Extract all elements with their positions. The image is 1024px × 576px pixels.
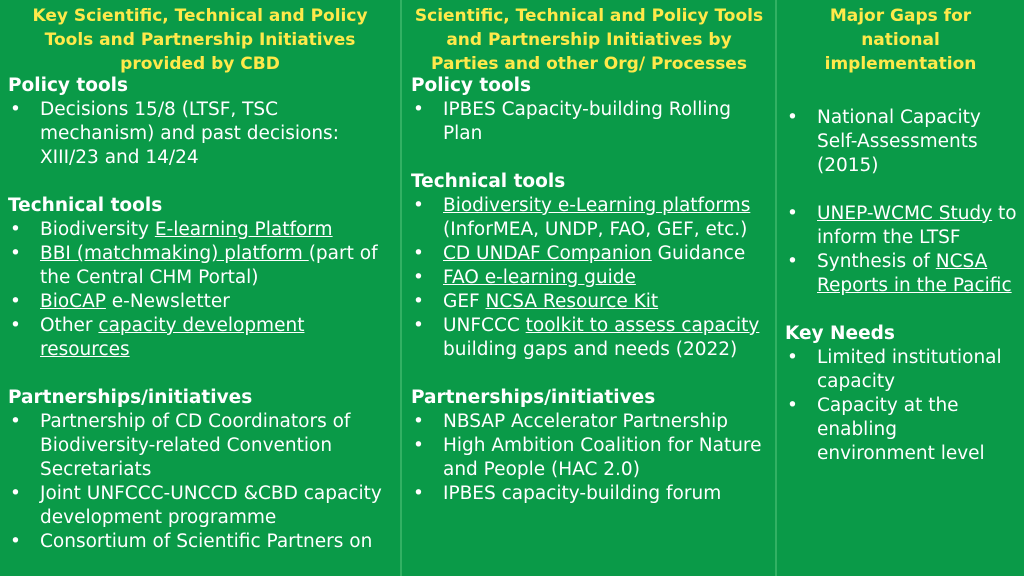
biocap-link[interactable]: BioCAP [40, 291, 106, 312]
list-item: • UNEP-WCMC Study to inform the LTSF [785, 202, 1020, 250]
column-header-cbd: Key Scientific, Technical and Policy Tools and Partnership Initiatives provided by CBD [32, 6, 368, 74]
elearning-platform-link[interactable]: E-learning Platform [154, 219, 333, 240]
list-item: • Biodiversity e-Learning platforms (InforMEA, UNDP, FAO, GEF, etc.) [411, 194, 771, 242]
list-item: • Limited institutional capacity [785, 346, 1020, 394]
technical-tools-list [411, 194, 771, 362]
list-item: • BioCAP e-Newsletter [8, 290, 394, 314]
list-item: • Decisions 15/8 (LTSF, TSC mechanism) and past decisions: XIII/23 and 14/24 [8, 98, 394, 170]
list-item: • Biodiversity E-learning Platform [8, 218, 394, 242]
list-item: • Synthesis of NCSA Reports in the Pacific [785, 250, 1020, 298]
section-title-partnerships: Partnerships/initiatives [8, 387, 253, 408]
gaps-list [785, 106, 1020, 298]
column-header-gaps: Major Gaps for national implementation [824, 6, 977, 74]
list-item: • High Ambition Coalition for Nature and People (HAC 2.0) [411, 434, 771, 482]
list-item: • Other capacity development resources [8, 314, 394, 362]
ncsa-resource-kit-link[interactable]: NCSA Resource Kit [485, 291, 659, 312]
section-title-technical-tools: Technical tools [8, 195, 163, 216]
column-header-parties: Scientific, Technical and Policy Tools and Partnership Initiatives by Parties and other Org/ Processes [414, 6, 764, 74]
section-title-partnerships: Partnerships/initiatives [411, 387, 656, 408]
capacity-development-resources-link[interactable]: capacity development resources [40, 315, 305, 360]
section-title-policy-tools: Policy tools [8, 75, 129, 96]
unep-wcmc-study-link[interactable]: UNEP-WCMC Study [817, 203, 993, 224]
list-item: • Joint UNFCCC-UNCCD &CBD capacity development programme [8, 482, 394, 530]
ncsa-reports-link[interactable]: NCSA Reports in the Pacific [817, 251, 1012, 296]
bbi-platform-link[interactable]: BBI (matchmaking) platform [40, 243, 309, 264]
section-title-policy-tools: Policy tools [411, 75, 532, 96]
section-title-technical-tools: Technical tools [411, 171, 566, 192]
cd-undaf-link[interactable]: CD UNDAF Companion [443, 243, 652, 264]
column-divider-1 [400, 0, 402, 576]
policy-tools-list [411, 98, 771, 146]
list-item: • Consortium of Scientific Partners on [8, 530, 394, 554]
list-item: • UNFCCC toolkit to assess capacity building gaps and needs (2022) [411, 314, 771, 362]
key-needs-list [785, 346, 1020, 466]
list-item: • National Capacity Self-Assessments (2015) [785, 106, 1020, 178]
list-item: • Capacity at the enabling environment level [785, 394, 1020, 466]
list-item: • NBSAP Accelerator Partnership [411, 410, 771, 434]
biodiversity-elearning-link[interactable]: Biodiversity e-Learning platforms [443, 195, 751, 216]
partnerships-list [411, 410, 771, 506]
policy-tools-list [8, 98, 394, 170]
section-title-key-needs: Key Needs [785, 323, 895, 344]
unfccc-toolkit-link[interactable]: toolkit to assess capacity [525, 315, 760, 336]
list-item [411, 266, 771, 290]
list-item: • CD UNDAF Companion Guidance [411, 242, 771, 266]
fao-elearning-link[interactable]: FAO e-learning guide [443, 267, 636, 288]
list-item: • BBI (matchmaking) platform (part of the Central CHM Portal) [8, 242, 394, 290]
list-item: • IPBES capacity-building forum [411, 482, 771, 506]
list-item: • GEF NCSA Resource Kit [411, 290, 771, 314]
column-cbd-tools [0, 0, 400, 576]
column-major-gaps [777, 0, 1024, 576]
column-parties-tools [403, 0, 775, 576]
list-item: • Partnership of CD Coordinators of Biodiversity-related Convention Secretariats [8, 410, 394, 482]
partnerships-list [8, 410, 394, 554]
technical-tools-list [8, 218, 394, 362]
list-item: • IPBES Capacity-building Rolling Plan [411, 98, 771, 146]
